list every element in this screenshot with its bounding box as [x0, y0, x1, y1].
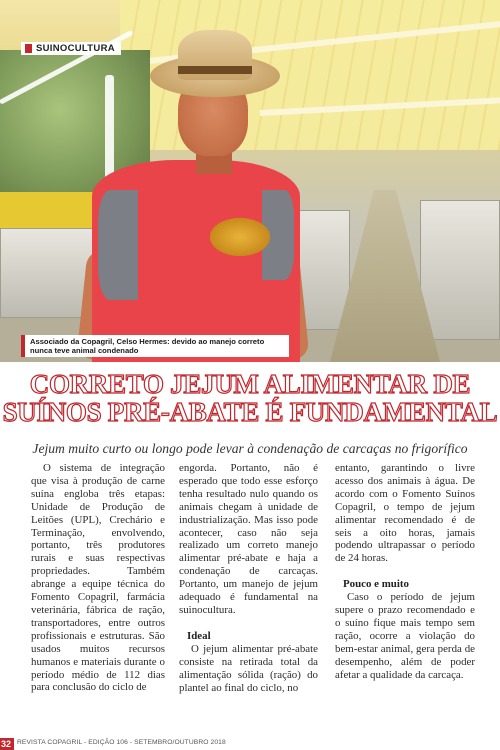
body-column-1	[31, 462, 165, 694]
article-headline	[0, 370, 500, 426]
page-number: 32	[0, 738, 14, 750]
shirt-emblem	[210, 218, 270, 256]
photo-caption	[21, 335, 289, 357]
body-column-2	[179, 462, 318, 694]
paragraph: O sistema de integração que visa à produção de carne suína engloba três etapas: Unidade de Produção de Leitões (UPL), Crechário e Terminação, envolvendo, portanto, três produtores rurais e suas respectivas propriedades. Também abrange a equipe técnica do Fomento Copagril, farmácia veterinária, fábrica de ração, transportadores, entre outros profissionais e estruturas. São usados muitos recursos humanos e materiais durante o período médio de 112 dias para conclusão do ciclo de	[31, 462, 165, 694]
section-label: SUINOCULTURA	[36, 43, 115, 54]
paragraph: entanto, garantindo o livre acesso dos animais à água. De acordo com o Fomento Suínos Copagril, o tempo de jejum alimentar recomendado é de seis a oito horas, jamais podendo ultrapassar o período de 24 horas.	[335, 462, 475, 565]
paragraph: O jejum alimentar pré-abate consiste na retirada total da alimentação sólida (ração) do plantel ao final do ciclo, no	[179, 642, 318, 694]
shirt-panel	[98, 190, 138, 300]
paragraph: Caso o período de jejum supere o prazo recomendado e o suíno fique mais tempo sem ração, ocorre a violação do bem-estar animal, gera perda de desempenho, além de poder afetar a qualidade da carcaça.	[335, 591, 475, 681]
footer-text: REVISTA COPAGRIL - EDIÇÃO 106 - SETEMBRO/OUTUBRO 2018	[17, 739, 226, 746]
section-tag	[21, 42, 121, 55]
headline-line: CORRETO JEJUM ALIMENTAR DE	[29, 369, 471, 399]
headline-line: SUÍNOS PRÉ-ABATE É FUNDAMENTAL	[2, 397, 498, 427]
body-column-3	[335, 462, 475, 682]
hat-band	[178, 66, 252, 74]
subheading-pouco-e-muito: Pouco e muito	[343, 578, 409, 591]
pen-wall	[420, 200, 500, 340]
section-marker	[25, 44, 32, 53]
footer-divider	[11, 740, 14, 749]
caption-line: Associado da Copagril, Celso Hermes: devido ao manejo correto	[30, 337, 265, 346]
paragraph: engorda. Portanto, não é esperado que todo esse esforço tenha resultado nulo quando os animais chegam à unidade de industrialização. Mas isso pode acontecer, caso não seja realizado um correto manejo alimentar pré-abate e haja a condenação de carcaças. Portanto, um manejo de jejum adequado é fundamental na suinocultura.	[179, 462, 318, 616]
page-footer	[0, 738, 500, 750]
subheading-ideal: Ideal	[187, 629, 211, 642]
caption-line: nunca teve animal condenado	[30, 346, 139, 355]
article-subhead: Jejum muito curto ou longo pode levar à condenação de carcaças no frigorífico	[32, 441, 468, 456]
